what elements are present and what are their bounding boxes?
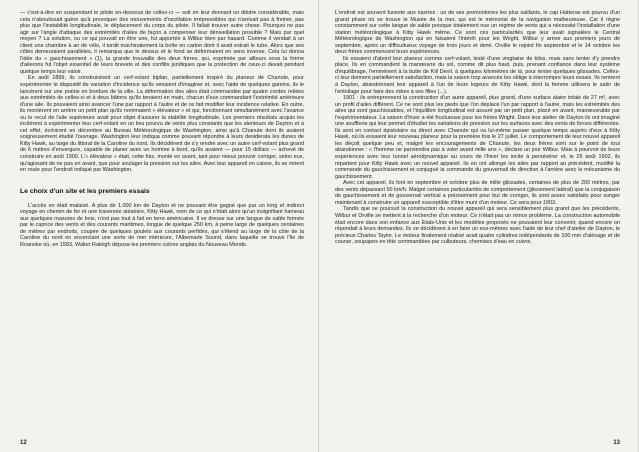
left-paragraph-1: — c'est-à-dire en suspendant le pilote en-dessous de celles-ci — soit en leur donnant un dièdre considérable, mais cela n'aboutissait guère qu'à provoquer des mouvements d'oscillation irrépressibles qui n'arrivait pas à freiner, pas plus que l'instabilité longitudinale, le déplacement du corps du pilote. Il fallait trouver autre chose. Pourquoi ne pas agir sur l'angle d'attaque des extrémités d'ailes de façon à compenser leur dénivellation possible ? Mais par quel moyen ? La solution, ou ce qui pouvait en être une, fut apportée à Wilbur bien par hasard. Comme il vendait à un client une chambre à air de vélo, il tordit machinalement la boîte en carton dont il avait extrait le tube. Alors que ses côtés demeuraient parallèles, il remarqua que le dessus et le fond se déformaient en sens inverse. Cela lui donna l'idée du « gauchissement » (1), la grande trouvaille des deux frères, qui, exprimée par ailleurs sous la forme d'ailerons fut l'objet essentiel de leurs brevets et des conflits juridiques que la protection de ceux-ci devait pendant quelque temps leur valoir. (20, 10, 304, 75)
right-page (319, 0, 638, 452)
left-paragraph-3: L'accès en était malaisé. A plus de 1.000 km de Dayton et ne pouvant être gagné que par un long et indirect voyage en chemin de fer et une traversée aléatoire, Kitty Hawk, nom de ce qui n'était alors qu'un insignifiant hameau aux quelques masures de bois, n'est pas tout à fait en terre américaine. Il se dresse sur une langue de sable formée par le caprice des vents et des courants maritimes, longue de quelque 250 km, à peine large de quelques centaines de mètres par endroits, coupée de quelques goulets aux courants perfides, qui s'étend au large de la côte de la Caroline du nord en encerclant une sorte de mer intérieure, l'Albemarle Sound, dans laquelle se trouve l'île de Roanoke où, en 1583, Walter Raleigh déposa les premiers colons anglais du Nouveau Monde. (20, 202, 304, 248)
right-paragraph-2: Ils essaient d'abord leur planeur comme cerf-volant, lesté d'une vingtaine de kilos, mais sans tenter d'y prendre place. Ils en commandent la manœuvre du sol, comme dit plus haut, puis, prenant confiance dans leur système d'équilibrage, l'emmènent à la butte de Kill Devil, à quelques kilomètres de là, pour tenter quelques glissades. Celles-ci leur donnent partiellement satisfaction, mais la saison trop avancée les oblige à interrompre leurs essais. Ils rentrent à Dayton, abandonnant leur appareil à l'un de leurs logeurs de Kitty Hawk, dont la femme utilisera le satin de l'entoilage pour faire des robes à ses filles (...). (335, 55, 620, 95)
page-number-right: 13 (613, 440, 620, 446)
right-paragraph-3: 1901 : ils entreprennent la construction d'un autre appareil, plus grand, d'une surface alaire totale de 27 m², avec un profil d'ailes différent. Ce ne sont plus les pieds que l'on déplace l'un par rapport à l'autre, mais les extrémités des ailes qui sont gauchissables, et l'équilibre longitudinal est assuré par un petit plan, placé en avant, manœuvrable par l'expérimentateur. La saison d'hiver a été fructueuse pour les frères Wright. Dans leur atelier de Dayton ils ont imaginé une soufflerie qui leur permet d'étudier les variations de pression sur les surfaces avec des vents de forces différentes. Ils sont en contact épistolaire ou direct avec Chanute qui va lui-même passer quelque temps auprès d'eux à Kitty Hawk, où ils essaient leur nouveau planeur pour la première fois le 27 juillet. Le comportement de leur nouvel appareil les déçoit quelque peu et, malgré les encouragements de Chanute, les deux frères sont sur le point de tout abandonner : « l'homme ne parviendra pas à voler avant mille ans », déclare un jour Wilbur. Mais à pourvoir de leurs expériences avec leur tunnel aérodynamique au cours de l'hiver les incite à persévérer et, le 25 août 1902, ils repartent pour Kitty Hawk avec un nouvel appareil. Ils en ont allongé les ailes par rapport au précédent, modifié la commande du gauchissement et conjugué la commande du gouvernail de direction à l'arrière avec le mécanisme du gauchissement. (335, 95, 620, 180)
left-paragraph-2: En août 1899, ils construisirent un cerf-volant biplan, partiellement inspiré du planeur de Chanute, pour expérimenter le dispositif de variation d'incidence qu'ils venaient d'imaginer et, avec l'aide de quelques gamins, ils le lancèrent sur une prairie en bordure de la ville. La déformation des ailes était commandée par quatre cordes reliées aux extrémités de celles-ci et à deux bâtons qu'ils tenaient en main, chacun d'eux commandant l'extrémité antérieure d'une aile. Ils pouvaient ainsi avancer l'une par rapport à l'autre et de ce fait modifier leur incidence relative. En outre, ils montèrent en arrière un petit plan qu'ils nommaient « élévateur » et qui, fonctionnant simultanément avec l'avance ou le recul de l'aile supérieure avait pour objet d'assurer la stabilité longitudinale. Les premiers résultats acquis les incitèrent à expérimenter leur cerf-volant en un lieu pourvu de vents plus constants que les alentours de Dayton et à cet effet, écrivirent en décembre au Bureau Météorologique de Washington, ainsi qu'à Chanute dont ils avaient soigneusement étudié l'ouvrage. Washington leur indiqua comme pouvant répondre à leurs desiderata les dunes de Kitty Hawk, au large du littoral de la Caroline du nord. Ils décidèrent de s'y rendre avec un autre cerf-volant plus grand de 6 mètres d'envergure, capable de planer avec un homme à bord, qu'ils avaient — pour 15 dollars — achevé de construire en août 1900. L'« élévateur » était, cette fois, monté en avant, tant pour mieux pouvoir corriger, selon eux, qu'agissant de ne pas en avant, que pour soulager la pression sur les ailes. Avec leur appareil en caisse, ils se mirent en route pour l'endroit indiqué par Washington. (20, 75, 304, 174)
right-paragraph-1: L'endroit est souvent funeste aux navires : un de ses promontoires les plus saillants, le cap Hatteras est pourvu d'un grand phare où se trouve le Musée de la mer, qui est le mémorial de la navigation malheureuse. Car il règne constamment sur cette langue de sable presque totalement nue un régime de vents qui a nécessité l'installation d'une station météorologique à Kitty Hawk même. Ce sont ces particularités que leur avait signalées le Central Météorologique de Washington qui en faisaient l'intérêt pour les Wright. Wilbur y arrive aux premiers jours de septembre, après un difficultueux voyage de trois jours et demi. Orville le rejoint fin septembre et le 14 octobre les deux frères commencent leurs expériences. (335, 10, 620, 56)
left-page (0, 0, 319, 452)
right-paragraph-5: Tandis que se poursuit la construction du nouvel appareil qui sera sensiblement plus grand que les précédents, Wilbur et Orville se mettent à la recherche d'un moteur. Ce n'était pas un mince problème. La construction automobile était encore dans son enfance aux Etats-Unis et les modèles proposés ne pouvaient leur convenir, quand encore on répondait à leurs demandes. Ils se décidèrent à en faire un eux-mêmes avec l'aide de leur chef d'atelier de Dayton, le précieux Charles Taylor. Le moteur finalement réalisé avait quatre cylindres indépendants de 100 mm d'alésage et de course, soupapes en tête commandées par culbuteurs, chemises d'eau en cuivre, (335, 206, 620, 246)
right-paragraph-4: Avec cet appareil, ils font en septembre et octobre plus de mille glissades, certaines de plus de 200 mètres, par des vents dépassant 50 km/h. Malgré certaines particularités de comportement (glissement latéral) que la conjugaison de gauchissement et de gouvernail vertical a précisément pour but de corriger, ils sont assez satisfaits pour songer maintenant à construire un appareil susceptible d'être muni d'un moteur. Ce sera pour 1903. (335, 180, 620, 206)
section-title: Le choix d'un site et les premiers essais (20, 187, 150, 195)
page-number-left: 12 (20, 440, 27, 446)
